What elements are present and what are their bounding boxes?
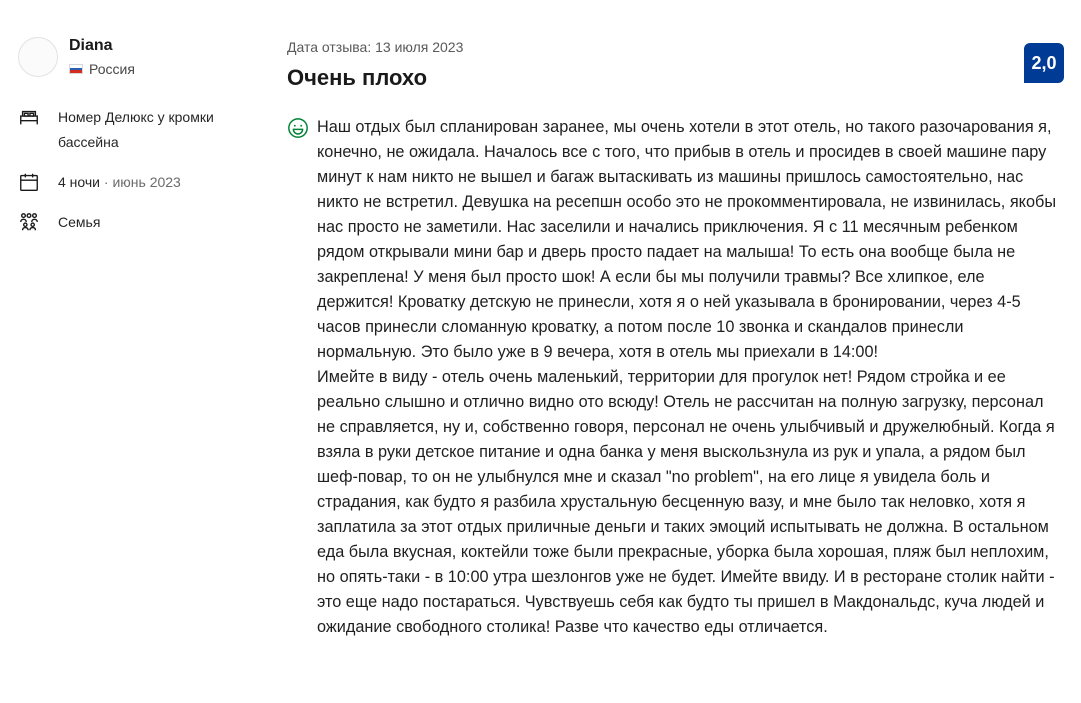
review-date: Дата отзыва: 13 июля 2023 (287, 39, 464, 55)
avatar[interactable] (18, 37, 58, 77)
stay-duration (18, 170, 268, 195)
reviewer-panel (18, 36, 268, 235)
traveler-type (18, 210, 268, 235)
traveler-type-label: Семья (58, 214, 101, 230)
review-positive (287, 115, 1067, 640)
separator: · (103, 174, 109, 190)
review-score-badge: 2,0 (1024, 43, 1064, 83)
reviewer-info (69, 36, 135, 78)
nights-count: 4 ночи (58, 174, 100, 190)
stay-month: июнь 2023 (112, 174, 181, 190)
review-paragraph: Наш отдых был спланирован заранее, мы очень хотели в этот отель, но такого разочарования я, конечно, не ожидала. Началось все с того, что прибыв в отель и просидев в своей машине пару минут к нам никто не вышел и багаж вытаскивать из машины пришлось самостоятельно, нас никто не встретил. Девушка на ресепшн особо это не прокомментировала, не извинилась, якобы нас просто не заметили. Нас заселили и начались приключения. Я с 11 месячным ребенком рядом открывали мини бар и дверь просто падает на малыша! То есть она вообще была не закреплена! У меня был просто шок! А если бы мы получили травмы? Все хлипкое, еле держится! Кроватку детскую не принесли, хотя я о ней указывала в бронировании, через 4-5 часов принесли сломанную кроватку, а потом после 10 звонка и скандалов принесли нормальную. Это было уже в 9 вечера, хотя в отель мы приехали в 14:00! (317, 118, 1057, 361)
room-type (18, 105, 268, 155)
reviewer (18, 36, 268, 78)
review-paragraph: Имейте в виду - отель очень маленький, территории для прогулок нет! Рядом стройка и ее реально слышно и отлично видно ото всюду! Отель не рассчитан на полную загрузку, персонал не справляется, ну и, собственно говоря, персонал не очень улыбчивый и дружелюбный. Когда я взяла в руки детское питание и одна банка у меня выскользнула из рук и упала, а рядом был шеф-повар, то он не улыбнулся мне и сказал "no problem", на его лице я увидела боль и страдания, как будто я разбила хрустальную бесценную вазу, и мне было так неловко, хотя я заплатила за этот отдых приличные деньги и таких эмоций испытывать не должна. В остальном еда была вкусная, коктейли тоже были прекрасные, уборка была хорошая, пляж был неплохим, но опять-таки - в 10:00 утра шезлонгов уже не будет. Имейте ввиду. И в ресторане столик найти - это еще надо постараться. Чувствуешь себя как будто ты пришел в Макдональдс, куча людей и ожидание свободного столика! Разве что качество еды отличается. (317, 368, 1055, 636)
review-text (317, 115, 1062, 640)
family-icon (18, 211, 40, 233)
reviewer-country (69, 60, 135, 78)
smile-icon (287, 117, 309, 139)
review-title: Очень плохо (287, 65, 428, 90)
review-header (287, 38, 1027, 92)
russia-flag-icon (69, 64, 83, 74)
stay-details (18, 105, 268, 235)
bed-icon (18, 106, 40, 128)
calendar-icon (18, 171, 40, 193)
reviewer-name: Diana (69, 37, 113, 54)
room-type-label: Номер Делюкс у кромки бассейна (58, 109, 214, 150)
reviewer-country-label: Россия (89, 61, 135, 77)
